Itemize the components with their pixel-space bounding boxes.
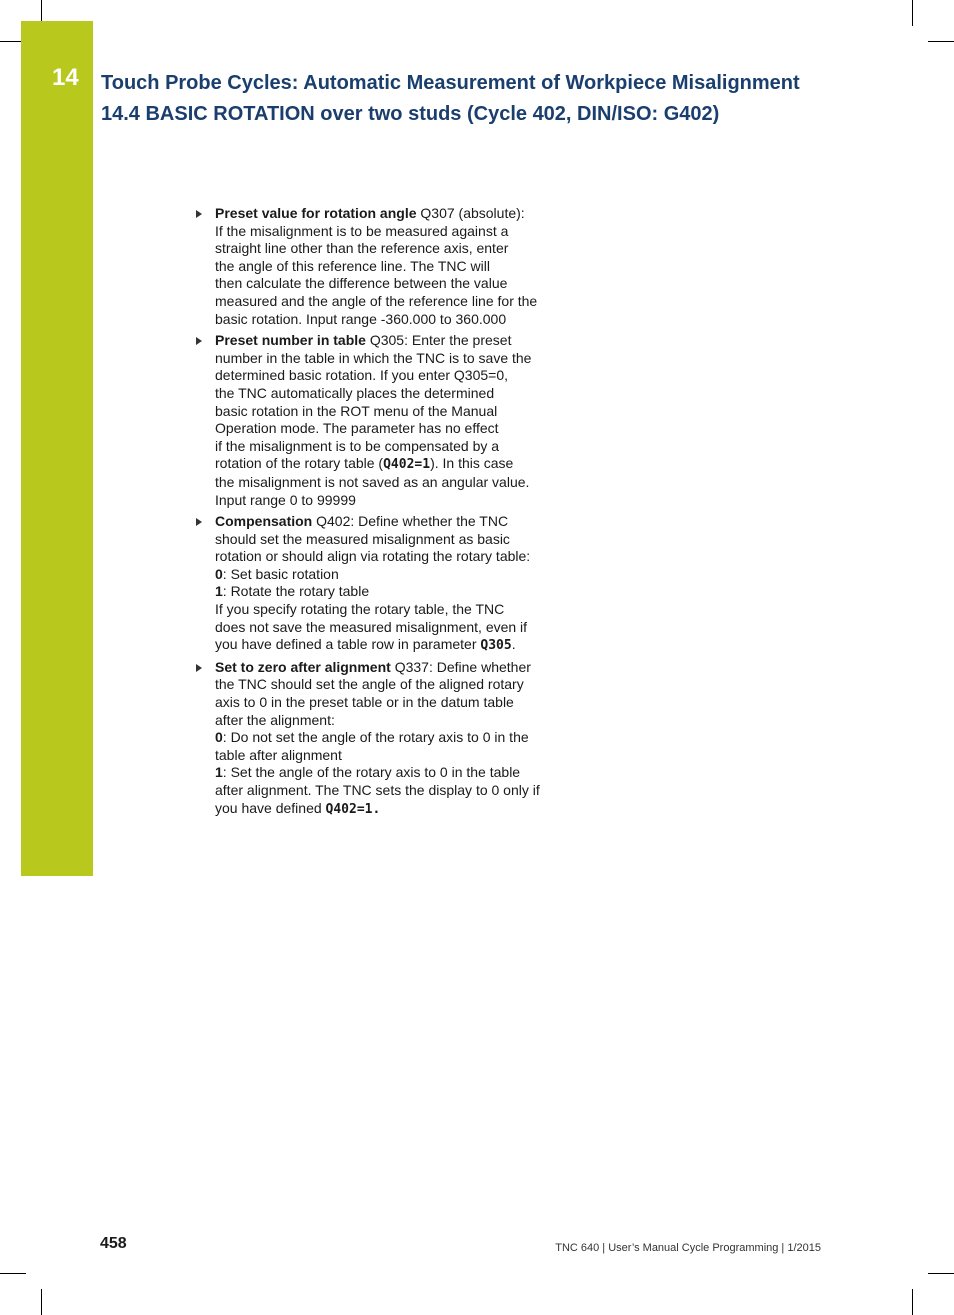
param-text: ). In this case	[430, 455, 514, 472]
param-line: number in the table in which the TNC is to save the	[215, 349, 532, 366]
param-line: Input range 0 to 99999	[215, 491, 356, 508]
param-line: does not save the measured misalignment, even if	[215, 618, 528, 635]
param-code: Q305	[480, 638, 512, 654]
option-key: 1	[215, 764, 223, 781]
param-line: rotation or should align via rotating the rotary table:	[215, 548, 531, 565]
param-text: you have defined	[215, 799, 326, 816]
section-title: 14.4 BASIC ROTATION over two studs (Cycle 402, DIN/ISO: G402)	[101, 103, 720, 125]
param-line: the TNC automatically places the determined	[215, 384, 495, 401]
param-option	[215, 729, 566, 747]
param-line: the TNC should set the angle of the aligned rotary	[215, 676, 524, 693]
param-line	[215, 800, 566, 819]
param-line: If the misalignment is to be measured against a	[215, 222, 509, 239]
option-key: 0	[215, 729, 223, 746]
param-line: table after alignment	[215, 746, 342, 763]
param-line: Operation mode. The parameter has no effect	[215, 420, 499, 437]
param-option	[215, 764, 566, 782]
parameter-list	[194, 205, 566, 822]
param-line: straight line other than the reference axis, enter	[215, 240, 509, 257]
param-q305	[194, 332, 566, 509]
chapter-sidebar	[21, 21, 93, 876]
footer-text: TNC 640 | User’s Manual Cycle Programming | 1/2015	[555, 1242, 821, 1254]
param-line: basic rotation. Input range -360.000 to 360.000	[215, 310, 507, 327]
param-line: determined basic rotation. If you enter Q305=0,	[215, 367, 509, 384]
param-line: basic rotation in the ROT menu of the Manual	[215, 402, 498, 419]
param-line: the angle of this reference line. The TNC will	[215, 257, 490, 274]
param-q402	[194, 513, 566, 655]
param-q337	[194, 659, 566, 818]
param-line: if the misalignment is to be compensated by a	[215, 437, 500, 454]
crop-mark	[928, 1273, 954, 1274]
chapter-title: Touch Probe Cycles: Automatic Measurement of Workpiece Misalignment	[101, 72, 800, 94]
param-text: .	[511, 636, 516, 653]
option-text: : Do not set the angle of the rotary axis to 0 in the	[222, 729, 529, 746]
param-line	[215, 636, 566, 655]
param-name: Compensation	[215, 513, 313, 530]
arrow-bullet-icon	[196, 518, 202, 526]
param-first-text: Q402: Define whether the TNC	[312, 513, 509, 530]
chapter-number: 14	[52, 64, 79, 91]
param-text: rotation of the rotary table (	[215, 455, 384, 472]
option-text: : Set the angle of the rotary axis to 0 in the table	[222, 764, 521, 781]
param-option	[215, 583, 566, 601]
param-line: after the alignment:	[215, 711, 335, 728]
page-number: 458	[100, 1235, 127, 1252]
arrow-bullet-icon	[196, 337, 202, 345]
param-name: Preset value for rotation angle	[215, 205, 417, 221]
param-line: measured and the angle of the reference line for the	[215, 292, 538, 309]
option-key: 1	[215, 583, 223, 600]
option-key: 0	[215, 565, 223, 582]
param-line: should set the measured misalignment as basic	[215, 530, 510, 547]
param-first-text: Q337: Define whether	[390, 658, 531, 675]
param-name: Set to zero after alignment	[215, 658, 391, 675]
arrow-bullet-icon	[196, 210, 202, 218]
param-first-line	[215, 205, 566, 223]
param-line: axis to 0 in the preset table or in the datum table	[215, 694, 514, 711]
param-line: the misalignment is not saved as an angular value.	[215, 473, 530, 490]
crop-mark	[0, 1273, 26, 1274]
param-line: then calculate the difference between the value	[215, 275, 508, 292]
option-text: : Set basic rotation	[222, 565, 339, 582]
param-first-line	[215, 513, 566, 531]
param-line: If you specify rotating the rotary table, the TNC	[215, 601, 505, 618]
option-text: : Rotate the rotary table	[222, 583, 370, 600]
param-first-text: Q307 (absolute):	[416, 205, 525, 221]
param-first-line	[215, 332, 566, 350]
crop-mark	[912, 0, 913, 26]
arrow-bullet-icon	[196, 664, 202, 672]
param-code: Q402=1	[383, 457, 431, 473]
param-text: you have defined a table row in parameter	[215, 636, 481, 653]
param-first-text: Q305: Enter the preset	[365, 332, 512, 349]
param-line: after alignment. The TNC sets the display to 0 only if	[215, 782, 540, 798]
param-name: Preset number in table	[215, 332, 366, 349]
param-code: Q402=1.	[325, 801, 381, 817]
param-q307	[194, 205, 566, 328]
crop-mark	[41, 1289, 42, 1315]
param-option	[215, 566, 566, 584]
crop-mark	[928, 41, 954, 42]
param-line	[215, 455, 566, 474]
param-first-line	[215, 659, 566, 677]
crop-mark	[912, 1289, 913, 1315]
